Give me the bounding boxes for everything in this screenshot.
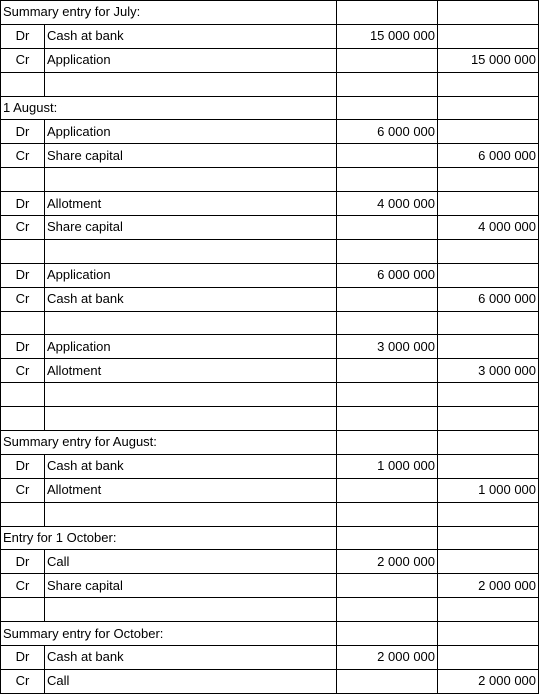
account-name: Share capital xyxy=(45,144,337,168)
entry-row xyxy=(1,192,539,216)
debit-amount: 15 000 000 xyxy=(337,24,438,48)
credit-amount xyxy=(438,335,539,359)
dr-cr-indicator: Dr xyxy=(1,24,45,48)
debit-amount: 1 000 000 xyxy=(337,454,438,478)
credit-cell xyxy=(438,431,539,455)
account-name: Application xyxy=(45,335,337,359)
blank-row xyxy=(1,168,539,192)
blank-cell xyxy=(1,383,45,407)
credit-amount xyxy=(438,454,539,478)
blank-row xyxy=(1,72,539,96)
blank-cell xyxy=(337,407,438,431)
blank-cell xyxy=(45,598,337,622)
debit-amount: 6 000 000 xyxy=(337,263,438,287)
blank-cell xyxy=(438,598,539,622)
heading-text: Summary entry for August: xyxy=(1,431,337,455)
debit-amount xyxy=(337,669,438,693)
blank-cell xyxy=(438,168,539,192)
entry-row xyxy=(1,454,539,478)
account-name: Application xyxy=(45,48,337,72)
dr-cr-indicator: Cr xyxy=(1,669,45,693)
account-name: Call xyxy=(45,669,337,693)
debit-amount: 3 000 000 xyxy=(337,335,438,359)
blank-cell xyxy=(45,502,337,526)
dr-cr-indicator: Cr xyxy=(1,216,45,240)
credit-amount: 3 000 000 xyxy=(438,359,539,383)
dr-cr-indicator: Dr xyxy=(1,120,45,144)
entry-row xyxy=(1,216,539,240)
heading-row xyxy=(1,431,539,455)
credit-amount: 2 000 000 xyxy=(438,574,539,598)
dr-cr-indicator: Dr xyxy=(1,454,45,478)
blank-cell xyxy=(438,407,539,431)
debit-cell xyxy=(337,431,438,455)
blank-row xyxy=(1,311,539,335)
entry-row xyxy=(1,550,539,574)
blank-cell xyxy=(45,383,337,407)
credit-cell xyxy=(438,1,539,25)
blank-cell xyxy=(337,168,438,192)
account-name: Allotment xyxy=(45,192,337,216)
blank-cell xyxy=(45,168,337,192)
dr-cr-indicator: Dr xyxy=(1,550,45,574)
debit-amount xyxy=(337,478,438,502)
credit-amount: 15 000 000 xyxy=(438,48,539,72)
entry-row xyxy=(1,120,539,144)
account-name: Application xyxy=(45,263,337,287)
account-name: Application xyxy=(45,120,337,144)
credit-amount: 6 000 000 xyxy=(438,287,539,311)
blank-cell xyxy=(1,502,45,526)
account-name: Cash at bank xyxy=(45,24,337,48)
debit-amount xyxy=(337,48,438,72)
debit-amount xyxy=(337,216,438,240)
credit-amount: 6 000 000 xyxy=(438,144,539,168)
blank-row xyxy=(1,383,539,407)
blank-cell xyxy=(337,598,438,622)
debit-amount xyxy=(337,359,438,383)
blank-cell xyxy=(1,168,45,192)
debit-amount xyxy=(337,574,438,598)
credit-amount xyxy=(438,192,539,216)
dr-cr-indicator: Cr xyxy=(1,478,45,502)
blank-cell xyxy=(45,239,337,263)
dr-cr-indicator: Cr xyxy=(1,144,45,168)
credit-amount xyxy=(438,120,539,144)
entry-row xyxy=(1,263,539,287)
account-name: Cash at bank xyxy=(45,287,337,311)
credit-amount: 1 000 000 xyxy=(438,478,539,502)
credit-amount: 2 000 000 xyxy=(438,669,539,693)
entry-row xyxy=(1,144,539,168)
blank-cell xyxy=(337,502,438,526)
heading-row xyxy=(1,96,539,120)
blank-cell xyxy=(337,311,438,335)
account-name: Cash at bank xyxy=(45,646,337,670)
debit-amount xyxy=(337,144,438,168)
heading-text: 1 August: xyxy=(1,96,337,120)
heading-row xyxy=(1,622,539,646)
debit-cell xyxy=(337,526,438,550)
debit-amount: 6 000 000 xyxy=(337,120,438,144)
dr-cr-indicator: Cr xyxy=(1,48,45,72)
heading-text: Entry for 1 October: xyxy=(1,526,337,550)
credit-amount xyxy=(438,550,539,574)
blank-cell xyxy=(337,239,438,263)
entry-row xyxy=(1,669,539,693)
heading-row xyxy=(1,1,539,25)
blank-row xyxy=(1,502,539,526)
blank-cell xyxy=(45,407,337,431)
debit-amount xyxy=(337,287,438,311)
account-name: Cash at bank xyxy=(45,454,337,478)
credit-cell xyxy=(438,96,539,120)
entry-row xyxy=(1,574,539,598)
entry-row xyxy=(1,24,539,48)
debit-amount: 2 000 000 xyxy=(337,550,438,574)
blank-cell xyxy=(438,311,539,335)
account-name: Call xyxy=(45,550,337,574)
dr-cr-indicator: Dr xyxy=(1,646,45,670)
blank-row xyxy=(1,407,539,431)
dr-cr-indicator: Dr xyxy=(1,335,45,359)
blank-cell xyxy=(438,72,539,96)
entry-row xyxy=(1,646,539,670)
credit-cell xyxy=(438,622,539,646)
blank-cell xyxy=(1,72,45,96)
heading-text: Summary entry for July: xyxy=(1,1,337,25)
blank-cell xyxy=(1,239,45,263)
account-name: Allotment xyxy=(45,478,337,502)
debit-cell xyxy=(337,1,438,25)
dr-cr-indicator: Dr xyxy=(1,192,45,216)
blank-cell xyxy=(438,502,539,526)
blank-cell xyxy=(438,239,539,263)
credit-amount xyxy=(438,646,539,670)
debit-cell xyxy=(337,96,438,120)
account-name: Share capital xyxy=(45,216,337,240)
blank-row xyxy=(1,239,539,263)
blank-cell xyxy=(438,383,539,407)
entry-row xyxy=(1,478,539,502)
blank-cell xyxy=(337,383,438,407)
credit-amount xyxy=(438,24,539,48)
blank-cell xyxy=(1,407,45,431)
blank-row xyxy=(1,598,539,622)
blank-cell xyxy=(45,311,337,335)
debit-amount: 4 000 000 xyxy=(337,192,438,216)
account-name: Share capital xyxy=(45,574,337,598)
entry-row xyxy=(1,335,539,359)
entry-row xyxy=(1,287,539,311)
account-name: Allotment xyxy=(45,359,337,383)
debit-cell xyxy=(337,622,438,646)
journal-body xyxy=(1,1,539,694)
credit-amount: 4 000 000 xyxy=(438,216,539,240)
dr-cr-indicator: Dr xyxy=(1,263,45,287)
debit-amount: 2 000 000 xyxy=(337,646,438,670)
blank-cell xyxy=(337,72,438,96)
heading-row xyxy=(1,526,539,550)
blank-cell xyxy=(45,72,337,96)
dr-cr-indicator: Cr xyxy=(1,359,45,383)
entry-row xyxy=(1,48,539,72)
heading-text: Summary entry for October: xyxy=(1,622,337,646)
blank-cell xyxy=(1,598,45,622)
blank-cell xyxy=(1,311,45,335)
dr-cr-indicator: Cr xyxy=(1,574,45,598)
credit-cell xyxy=(438,526,539,550)
entry-row xyxy=(1,359,539,383)
credit-amount xyxy=(438,263,539,287)
dr-cr-indicator: Cr xyxy=(1,287,45,311)
